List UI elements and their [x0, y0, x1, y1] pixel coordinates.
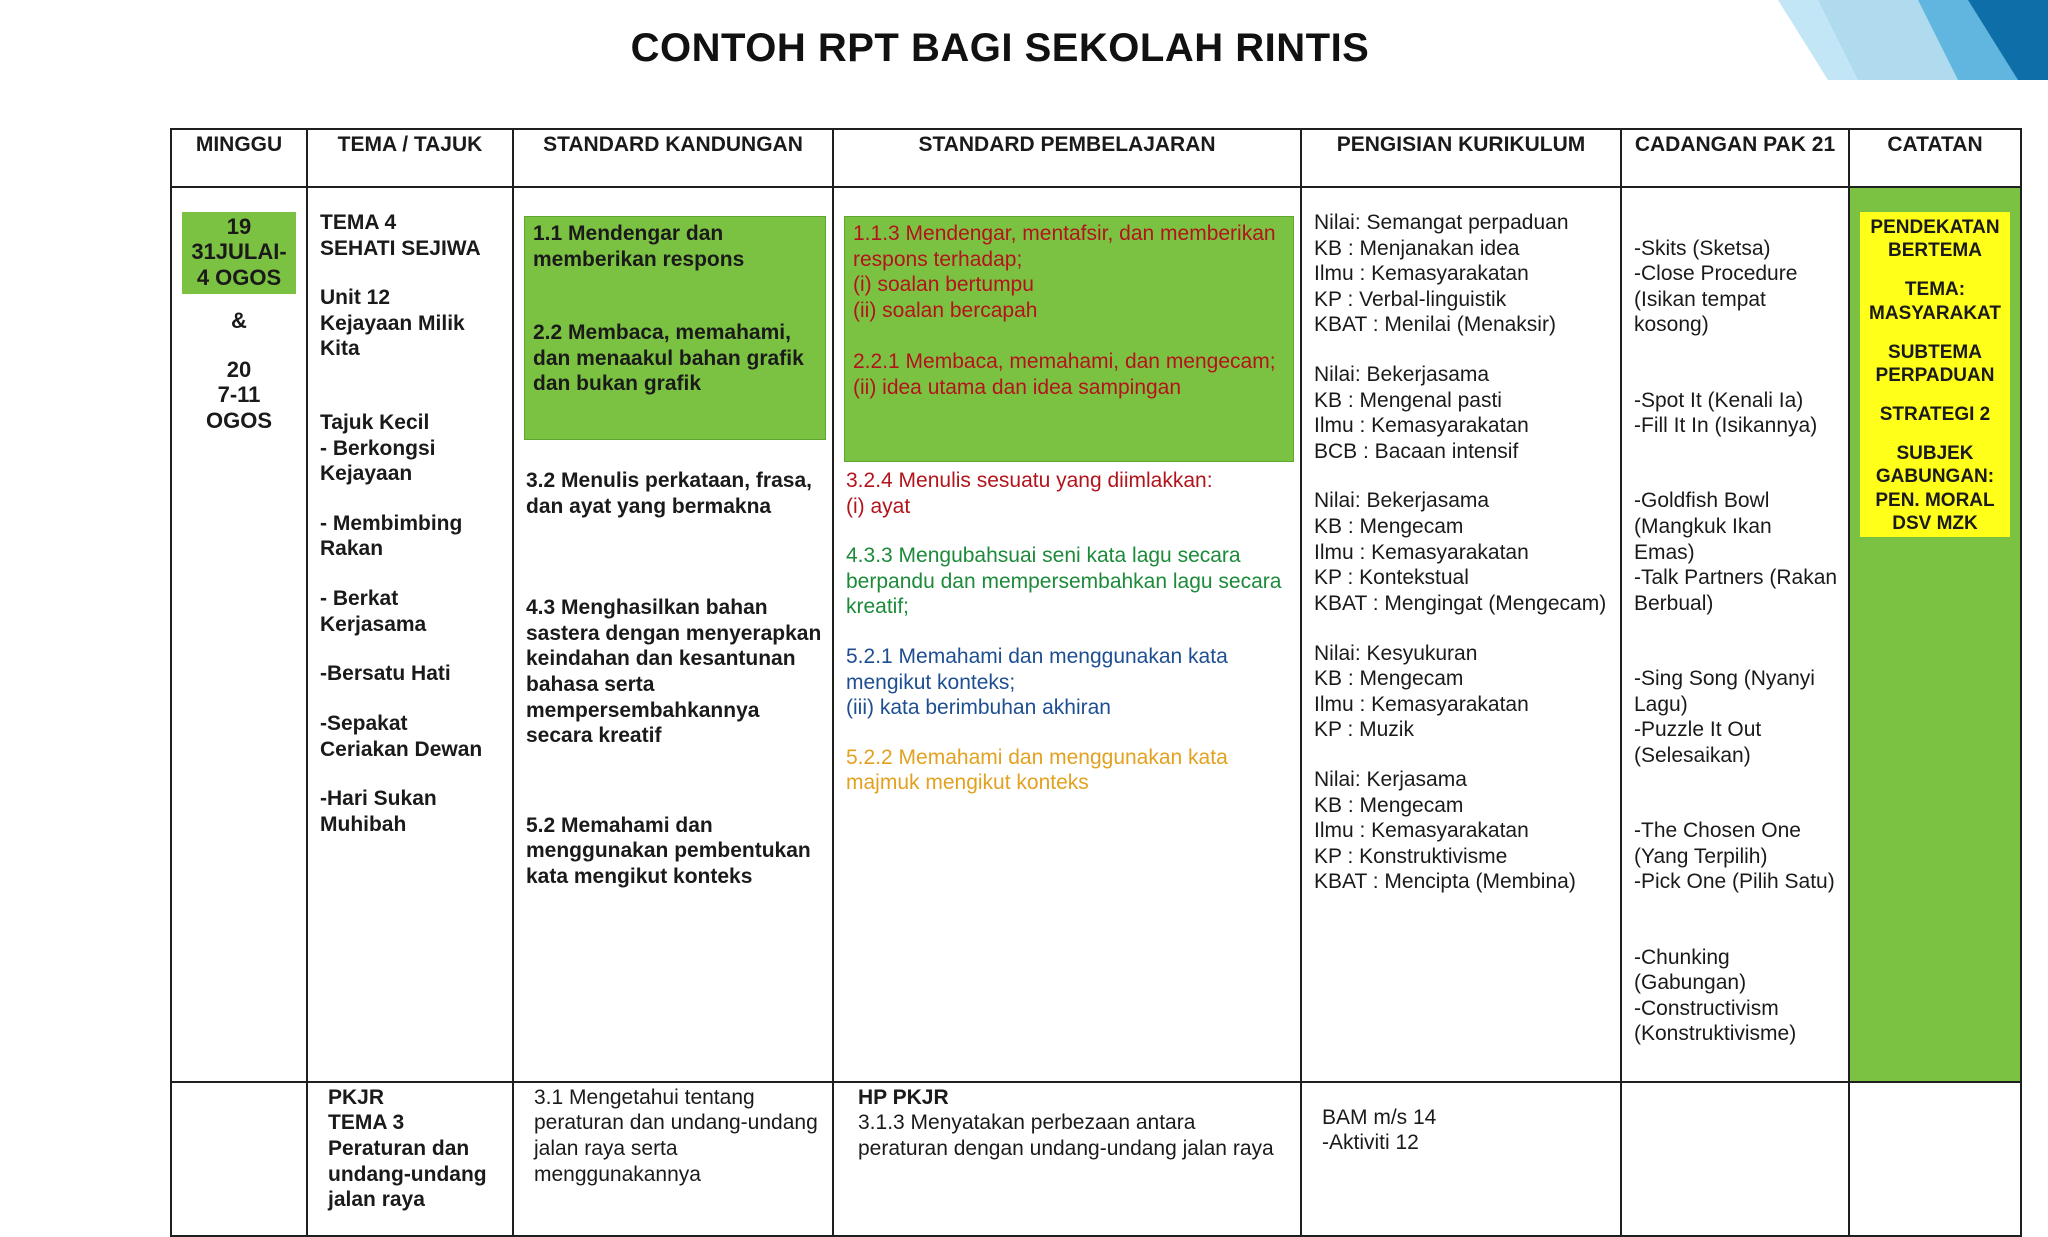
standard-pembelajaran-cell	[833, 1082, 1301, 1236]
tajuk-item: - Berkat Kerjasama	[320, 587, 427, 636]
pk-line: KP : Konstruktivisme	[1314, 844, 1508, 868]
header-catatan: CATATAN	[1849, 129, 2021, 187]
header-row	[171, 129, 2021, 187]
catatan-line: SUBTEMA PERPADUAN	[1875, 341, 1995, 386]
pk-line: Ilmu : Kemasyarakatan	[1314, 414, 1529, 438]
sp-highlight	[844, 216, 1294, 462]
tema-cell	[307, 187, 513, 1082]
pk-line: Ilmu : Kemasyarakatan	[1314, 692, 1529, 716]
catatan-cell	[1849, 1082, 2021, 1236]
sp-item: (i) soalan bertumpu	[853, 273, 1034, 297]
header-cadangan: CADANGAN PAK 21	[1621, 129, 1849, 187]
pkjr-sk: 3.1 Mengetahui tentang peraturan dan undang-undang jalan raya serta menggunakannya	[534, 1085, 818, 1186]
unit-name: Kejayaan Milik	[320, 311, 465, 335]
cadangan-item: -Sing Song (Nyanyi Lagu) -Puzzle It Out (Selesaikan)	[1634, 667, 1815, 767]
pk-line: KB : Mengecam	[1314, 667, 1464, 691]
sk-item: 3.2 Menulis perkataan, frasa, dan ayat yang bermakna	[526, 469, 812, 518]
catatan-line: PENDEKATAN BERTEMA	[1870, 217, 2000, 262]
standard-pembelajaran-cell	[833, 187, 1301, 1082]
cadangan-cell	[1621, 187, 1849, 1082]
week-highlight	[182, 212, 296, 294]
week-number: 20	[226, 357, 252, 383]
table-row	[171, 1082, 2021, 1236]
pk-line: BCB : Bacaan intensif	[1314, 439, 1519, 463]
pk-line: Nilai: Bekerjasama	[1314, 489, 1490, 513]
pk-block	[1314, 488, 1610, 616]
pkjr-pk: BAM m/s 14	[1322, 1105, 1437, 1129]
pk-block	[1314, 767, 1610, 895]
sp-item: (ii) soalan bercapah	[853, 298, 1038, 322]
pk-line: KB : Menjanakan idea	[1314, 236, 1520, 260]
tema-name: SEHATI SEJIWA	[320, 236, 481, 260]
pengisian-kurikulum-cell	[1301, 187, 1621, 1082]
sp-item: 5.2.1 Memahami dan menggunakan kata mengikut konteks;	[846, 645, 1228, 694]
standard-kandungan-cell	[513, 187, 833, 1082]
sp-item: 1.1.3 Mendengar, mentafsir, dan memberikan respons terhadap;	[853, 222, 1276, 271]
sk-item: 5.2 Memahami dan menggunakan pembentukan kata mengikut konteks	[526, 813, 811, 889]
pk-block	[1314, 641, 1610, 743]
pkjr-sp: 3.1.3 Menyatakan perbezaan antara peraturan dengan undang-undang jalan raya	[858, 1111, 1274, 1160]
pk-line: Ilmu : Kemasyarakatan	[1314, 262, 1529, 286]
tajuk-item: - Berkongsi Kejayaan	[320, 436, 436, 486]
week-dates: 7-11	[217, 382, 261, 408]
pk-line: KP : Verbal-linguistik	[1314, 287, 1507, 311]
header-standard-pembelajaran: STANDARD PEMBELAJARAN	[833, 129, 1301, 187]
pk-line: KB : Mengenal pasti	[1314, 388, 1502, 412]
sp-item: (iii) kata berimbuhan akhiran	[846, 696, 1111, 720]
sp-item: (ii) idea utama dan idea sampingan	[853, 376, 1182, 400]
pk-line: KB : Mengecam	[1314, 515, 1464, 539]
pk-block	[1314, 362, 1610, 464]
pk-line: Nilai: Semangat perpaduan	[1314, 211, 1569, 234]
tema-label: TEMA 4	[320, 211, 397, 234]
header-pengisian-kurikulum: PENGISIAN KURIKULUM	[1301, 129, 1621, 187]
cadangan-item: -Spot It (Kenali Ia) -Fill It In (Isikannya)	[1634, 388, 1818, 438]
ampersand: &	[231, 307, 247, 333]
tajuk-item: -Hari Sukan Muhibah	[320, 787, 437, 836]
pk-line: KP : Kontekstual	[1314, 566, 1469, 590]
pkjr-sp-label: HP PKJR	[858, 1085, 949, 1109]
catatan-line: SUBJEK GABUNGAN: PEN. MORAL DSV MZK	[1875, 443, 1995, 534]
header-minggu: MINGGU	[171, 129, 307, 187]
tema-cell	[307, 1082, 513, 1236]
pkjr-pk: -Aktiviti 12	[1322, 1131, 1419, 1155]
pk-line: KBAT : Mengingat (Mengecam)	[1314, 591, 1607, 615]
cadangan-item: -The Chosen One (Yang Terpilih) -Pick One (Pilih Satu)	[1634, 819, 1835, 894]
cadangan-item: -Skits (Sketsa) -Close Procedure (Isikan tempat kosong)	[1634, 236, 1798, 337]
pk-line: KBAT : Mencipta (Membina)	[1314, 870, 1576, 894]
table-row	[171, 187, 2021, 1082]
sk-item: 4.3 Menghasilkan bahan sastera dengan menyerapkan keindahan dan kesantunan bahasa serta mempersembahkannya secara kreatif	[526, 596, 822, 748]
sp-item: 2.2.1 Membaca, memahami, dan mengecam;	[853, 350, 1276, 374]
tajuk-item: -Sepakat Ceriakan Dewan	[320, 711, 483, 761]
week-dates: 31JULAI-	[191, 239, 287, 265]
header-tema: TEMA / TAJUK	[307, 129, 513, 187]
page-title: CONTOH RPT BAGI SEKOLAH RINTIS	[630, 26, 1370, 70]
sp-item: 4.3.3 Mengubahsuai seni kata lagu secara berpandu dan mempersembahkan lagu secara kreatif;	[846, 544, 1282, 619]
sp-item: 5.2.2 Memahami dan menggunakan kata majmuk mengikut konteks	[846, 745, 1228, 795]
tajuk-item: - Membimbing Rakan	[320, 511, 463, 561]
pk-line: KB : Mengecam	[1314, 793, 1464, 817]
tajuk-item: -Bersatu Hati	[320, 662, 451, 686]
catatan-note	[1860, 212, 2010, 537]
sk-highlight	[524, 216, 826, 440]
pk-line: Ilmu : Kemasyarakatan	[1314, 819, 1529, 843]
unit-label: Unit 12	[320, 286, 391, 310]
pk-line: Ilmu : Kemasyarakatan	[1314, 540, 1529, 564]
sk-item: 1.1 Mendengar dan memberikan respons	[533, 222, 745, 271]
pengisian-kurikulum-cell	[1301, 1082, 1621, 1236]
pkjr-tema: PKJR TEMA 3 Peraturan dan undang-undang jalan raya	[328, 1085, 487, 1212]
cadangan-cell	[1621, 1082, 1849, 1236]
header-standard-kandungan: STANDARD KANDUNGAN	[513, 129, 833, 187]
sp-item: 3.2.4 Menulis sesuatu yang diimlakkan:	[846, 469, 1213, 492]
week-number: 19	[226, 214, 252, 239]
week-dates: OGOS	[205, 407, 272, 433]
standard-kandungan-cell	[513, 1082, 833, 1236]
cadangan-item: -Goldfish Bowl (Mangkuk Ikan Emas) -Talk Partners (Rakan Berbual)	[1634, 489, 1838, 615]
pk-line: KP : Muzik	[1314, 718, 1414, 742]
tajuk-kecil-label: Tajuk Kecil	[320, 411, 430, 435]
sk-item: 2.2 Membaca, memahami, dan menaakul bahan grafik dan bukan grafik	[533, 321, 804, 396]
pk-line: Nilai: Kerjasama	[1314, 767, 1467, 791]
minggu-cell	[171, 187, 307, 1082]
catatan-line: TEMA: MASYARAKAT	[1869, 279, 2001, 324]
pk-block	[1314, 210, 1610, 338]
catatan-line: STRATEGI 2	[1879, 404, 1991, 426]
cadangan-item: -Chunking (Gabungan) -Constructivism (Konstruktivisme)	[1634, 945, 1797, 1046]
pk-line: Nilai: Bekerjasama	[1314, 363, 1490, 387]
week-dates: 4 OGOS	[196, 264, 282, 290]
pk-line: Nilai: Kesyukuran	[1314, 641, 1478, 665]
sp-item: (i) ayat	[846, 494, 911, 518]
unit-name: Kita	[320, 337, 360, 361]
rpt-table	[170, 128, 2022, 1237]
catatan-cell	[1849, 187, 2021, 1082]
minggu-cell	[171, 1082, 307, 1236]
pk-line: KBAT : Menilai (Menaksir)	[1314, 313, 1556, 337]
